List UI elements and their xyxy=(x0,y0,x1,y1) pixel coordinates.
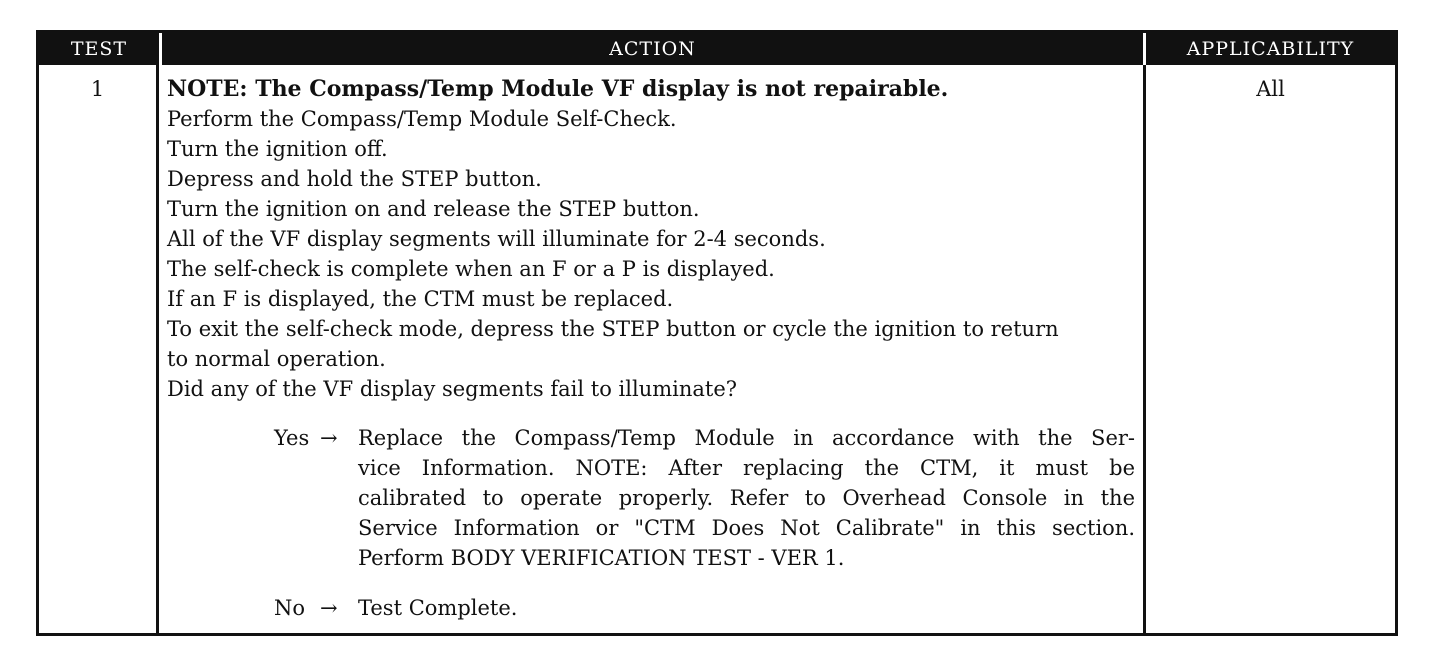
header-action: ACTION xyxy=(159,33,1146,65)
yes-line: vice Information. NOTE: After replacing the CTM, it must be xyxy=(358,456,1135,480)
step-line: Depress and hold the STEP button. xyxy=(167,167,542,191)
yes-action-text xyxy=(358,423,1135,573)
question-line: Did any of the VF display segments fail to illuminate? xyxy=(167,377,738,401)
step-line: If an F is displayed, the CTM must be replaced. xyxy=(167,287,674,311)
yes-result xyxy=(274,423,1135,573)
right-arrow-icon: → xyxy=(320,426,338,450)
no-result xyxy=(274,593,1135,623)
diagnostic-table xyxy=(36,30,1398,636)
yes-line: calibrated to operate properly. Refer to Overhead Console in the xyxy=(358,486,1135,510)
yes-line: Service Information or "CTM Does Not Calibrate" in this section. xyxy=(358,516,1135,540)
step-line: To exit the self-check mode, depress the STEP button or cycle the ignition to return xyxy=(167,317,1059,341)
step-line: All of the VF display segments will illuminate for 2-4 seconds. xyxy=(167,227,826,251)
action-cell xyxy=(159,65,1146,633)
step-line: The self-check is complete when an F or a P is displayed. xyxy=(167,257,775,281)
test-number: 1 xyxy=(90,77,105,101)
applicability-value: All xyxy=(1256,77,1285,101)
note-text: NOTE: The Compass/Temp Module VF display is not repairable. xyxy=(167,76,949,102)
step-line: Turn the ignition on and release the STEP button. xyxy=(167,197,700,221)
yes-line: Perform BODY VERIFICATION TEST - VER 1. xyxy=(358,546,845,570)
no-line: Test Complete. xyxy=(358,596,518,620)
right-arrow-icon: → xyxy=(320,596,338,620)
header-applicability: APPLICABILITY xyxy=(1146,33,1395,65)
yes-label: Yes xyxy=(274,426,310,450)
step-line: to normal operation. xyxy=(167,347,386,371)
step-line: Perform the Compass/Temp Module Self-Check. xyxy=(167,107,677,131)
no-action-text xyxy=(358,593,1135,623)
no-label: No xyxy=(274,596,306,620)
yes-line: Replace the Compass/Temp Module in accordance with the Ser- xyxy=(358,426,1135,450)
header-test: TEST xyxy=(39,33,159,65)
applicability-cell xyxy=(1146,65,1395,633)
step-line: Turn the ignition off. xyxy=(167,137,388,161)
test-number-cell xyxy=(39,65,159,633)
